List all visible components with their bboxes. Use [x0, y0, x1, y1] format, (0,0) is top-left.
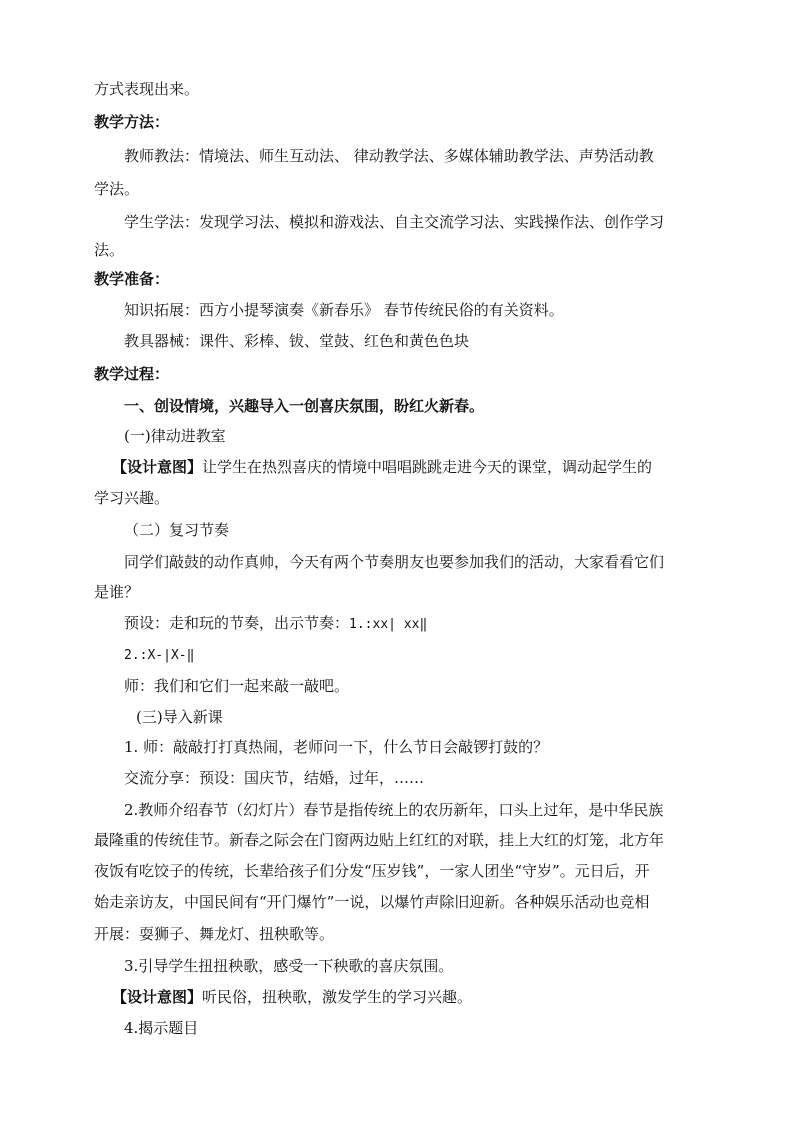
text-line: 最隆重的传统佳节。新春之际会在门窗两边贴上红红的对联，挂上大红的灯笼，北方年: [94, 831, 665, 849]
text-line: 学法。: [94, 180, 140, 198]
text-line: 1. 师：敲敲打打真热闹，老师问一下，什么节日会敲锣打鼓的？: [124, 738, 549, 756]
rhythm-intro-text: 预设：走和玩的节奏，出示节奏：: [124, 614, 350, 632]
design-intent-label: 【设计意图】: [112, 458, 203, 476]
text-line: 师：我们和它们一起来敲一敲吧。: [124, 677, 350, 695]
rhythm-pattern-2: 2.:X-|X-‖: [124, 648, 195, 663]
text-line: 教具器械：课件、彩棒、钹、堂鼓、红色和黄色色块: [124, 332, 470, 350]
text-line: 同学们敲鼓的动作真帅，今天有两个节奏朋友也要参加我们的活动，大家看看它们: [124, 553, 665, 571]
text-line: 是谁？: [94, 583, 140, 601]
text-line: 夜饭有吃饺子的传统，长辈给孩子们分发“压岁钱”，一家人团坐“守岁”。元日后，开: [94, 862, 650, 880]
text-line: 方式表现出来。: [94, 80, 200, 98]
heading-teaching-preparation: 教学准备：: [94, 270, 170, 288]
text-line: 教师教法：情境法、师生互动法、 律动教学法、多媒体辅助教学法、声势活动教: [124, 147, 654, 165]
text-line: 学生学法：发现学习法、模拟和游戏法、自主交流学习法、实践操作法、创作学习: [124, 213, 665, 231]
design-intent-paragraph: [0, 457, 794, 477]
text-line: 知识拓展：西方小提琴演奏《新春乐》 春节传统民俗的有关资料。: [124, 301, 564, 319]
heading-teaching-methods: 教学方法：: [94, 113, 170, 131]
text-line: 学习兴趣。: [94, 489, 170, 507]
text-line: 2.教师介绍春节（幻灯片）春节是指传统上的农历新年，口头上过年，是中华民族: [124, 801, 664, 819]
text-line: 4.揭示题目: [124, 1019, 199, 1037]
subsection-heading: (一)律动进教室: [124, 427, 226, 445]
heading-teaching-process: 教学过程：: [94, 365, 170, 383]
text-line: 始走亲访友，中国民间有“开门爆竹”一说，以爆竹声除旧迎新。各种娱乐活动也竞相: [94, 893, 650, 911]
rhythm-paragraph: [0, 613, 794, 635]
design-intent-paragraph: [0, 987, 794, 1007]
text-line: 交流分享：预设：国庆节，结婚，过年，……: [124, 769, 425, 787]
design-intent-label: 【设计意图】: [112, 988, 203, 1006]
rhythm-pattern-1: 1.:xx| xx‖: [349, 617, 428, 632]
text-line: 开展：耍狮子、舞龙灯、扭秧歌等。: [94, 925, 335, 943]
section-heading: 一、创设情境，兴趣导入一创喜庆氛围，盼红火新春。: [124, 397, 485, 415]
subsection-heading: （二）复习节奏: [124, 521, 230, 539]
design-intent-text: 听民俗，扭秧歌，激发学生的学习兴趣。: [202, 988, 473, 1006]
text-line: 法。: [94, 241, 125, 259]
subsection-heading: (三)导入新课: [136, 708, 223, 726]
text-line: 3.引导学生扭扭秧歌，感受一下秧歌的喜庆氛围。: [124, 957, 454, 975]
design-intent-text: 让学生在热烈喜庆的情境中唱唱跳跳走进今天的课堂，调动起学生的: [202, 458, 653, 476]
